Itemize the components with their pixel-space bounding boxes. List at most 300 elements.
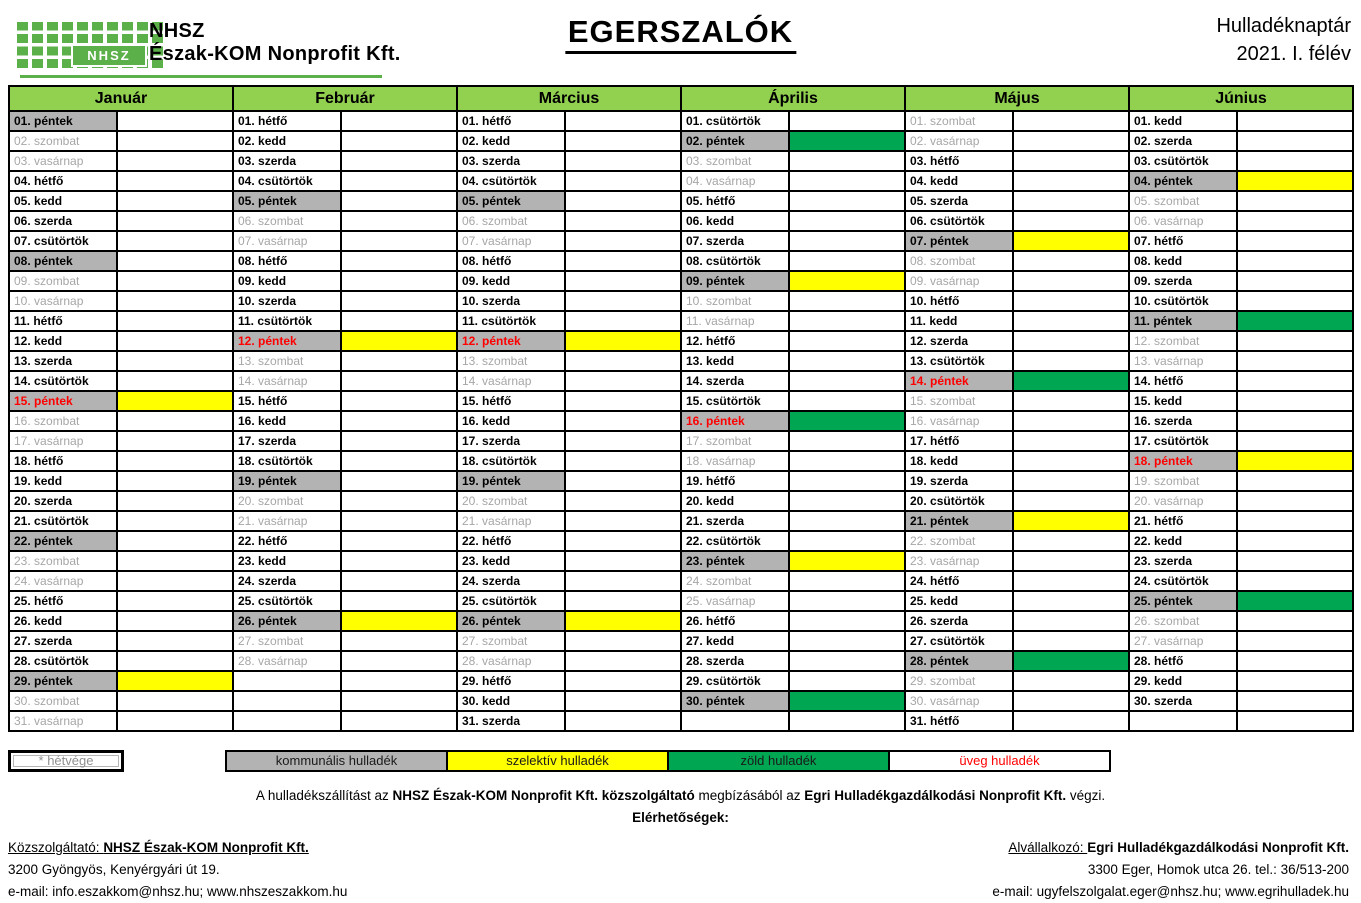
subcontractor-title (992, 837, 1349, 859)
day-label: 02. péntek (682, 132, 790, 150)
day-mark-cell (118, 192, 232, 210)
day-label: 19. péntek (234, 472, 342, 490)
day-label: 17. szombat (682, 432, 790, 450)
day-mark-cell (1238, 452, 1352, 470)
day-mark-cell (566, 372, 680, 390)
day-mark-cell (342, 532, 456, 550)
day-label: 27. szombat (458, 632, 566, 650)
day-label: 05. péntek (234, 192, 342, 210)
day-mark-cell (342, 332, 456, 350)
day-mark-cell (1238, 412, 1352, 430)
day-mark-cell (118, 592, 232, 610)
day-mark-cell (342, 352, 456, 370)
day-mark-cell (342, 592, 456, 610)
day-mark-cell (1238, 112, 1352, 130)
day-mark-cell (790, 652, 904, 670)
day-label: 04. csütörtök (234, 172, 342, 190)
day-mark-cell (566, 692, 680, 710)
day-label: 10. szerda (458, 292, 566, 310)
day-mark-cell (790, 432, 904, 450)
legend-item-selective: szelektív hulladék (446, 750, 669, 772)
day-label: 04. vasárnap (682, 172, 790, 190)
day-mark-cell (1238, 312, 1352, 330)
day-mark-cell (342, 632, 456, 650)
day-row (682, 172, 904, 192)
day-label: 03. szerda (234, 152, 342, 170)
day-label: 13. csütörtök (906, 352, 1014, 370)
day-row (906, 152, 1128, 172)
day-label: 13. szerda (10, 352, 118, 370)
day-label: 10. vasárnap (10, 292, 118, 310)
day-mark-cell (566, 612, 680, 630)
day-label: 12. péntek (234, 332, 342, 350)
day-mark-cell (1014, 432, 1128, 450)
day-row (234, 572, 456, 592)
day-label: 26. szerda (906, 612, 1014, 630)
day-mark-cell (1238, 152, 1352, 170)
day-mark-cell (1014, 632, 1128, 650)
day-row (1130, 552, 1352, 572)
day-mark-cell (118, 452, 232, 470)
day-mark-cell (790, 532, 904, 550)
day-label: 03. hétfő (906, 152, 1014, 170)
day-label: 03. vasárnap (10, 152, 118, 170)
day-mark-cell (1238, 352, 1352, 370)
day-mark-cell (566, 152, 680, 170)
day-row (234, 472, 456, 492)
day-label: 26. szombat (1130, 612, 1238, 630)
day-row (906, 652, 1128, 672)
day-row (1130, 192, 1352, 212)
day-label: 27. kedd (682, 632, 790, 650)
notice-seg1: A hulladékszállítást az (255, 788, 393, 803)
day-row (458, 592, 680, 612)
day-mark-cell (790, 312, 904, 330)
day-mark-cell (1014, 532, 1128, 550)
day-label: 12. hétfő (682, 332, 790, 350)
day-row (234, 592, 456, 612)
weekend-legend-box: * hétvége (8, 750, 124, 772)
calendar-grid (8, 85, 1354, 732)
day-row (234, 552, 456, 572)
day-mark-cell (1238, 332, 1352, 350)
day-mark-cell (790, 512, 904, 530)
day-label: 22. hétfő (458, 532, 566, 550)
day-row (1130, 512, 1352, 532)
day-mark-cell (1238, 512, 1352, 530)
day-mark-cell (118, 472, 232, 490)
day-label: 15. hétfő (234, 392, 342, 410)
day-mark-cell (790, 712, 904, 730)
day-row (682, 532, 904, 552)
day-row (458, 252, 680, 272)
day-row (682, 112, 904, 132)
day-mark-cell (790, 412, 904, 430)
page-title: EGERSZALÓK (565, 14, 796, 54)
day-label: 27. vasárnap (1130, 632, 1238, 650)
day-row (234, 412, 456, 432)
day-row (458, 352, 680, 372)
day-row (234, 252, 456, 272)
logo-line2: Észak-KOM Nonprofit Kft. (149, 43, 401, 65)
day-mark-cell (790, 552, 904, 570)
day-row (234, 212, 456, 232)
month-column (10, 87, 234, 732)
day-mark-cell (118, 412, 232, 430)
day-label: 13. szombat (458, 352, 566, 370)
day-label: 22. csütörtök (682, 532, 790, 550)
day-row (906, 172, 1128, 192)
day-mark-cell (342, 412, 456, 430)
day-row (10, 112, 232, 132)
day-label: 09. vasárnap (906, 272, 1014, 290)
day-row (10, 712, 232, 732)
day-row (1130, 272, 1352, 292)
day-label: 20. csütörtök (906, 492, 1014, 510)
day-label: 02. kedd (234, 132, 342, 150)
day-row (1130, 332, 1352, 352)
day-label: 18. péntek (1130, 452, 1238, 470)
day-label: 26. kedd (10, 612, 118, 630)
day-row (10, 552, 232, 572)
day-label: 04. kedd (906, 172, 1014, 190)
day-label: 28. hétfő (1130, 652, 1238, 670)
day-row (906, 212, 1128, 232)
notice-seg2: NHSZ Észak-KOM Nonprofit Kft. közszolgáltató (392, 788, 695, 803)
day-mark-cell (118, 272, 232, 290)
day-label: 09. szombat (10, 272, 118, 290)
month-column (458, 87, 682, 732)
day-label: 02. szombat (10, 132, 118, 150)
day-row (1130, 132, 1352, 152)
day-label: 18. kedd (906, 452, 1014, 470)
day-label: 08. csütörtök (682, 252, 790, 270)
day-row (906, 532, 1128, 552)
day-row (906, 712, 1128, 732)
day-label: 03. csütörtök (1130, 152, 1238, 170)
day-mark-cell (342, 212, 456, 230)
day-mark-cell (566, 552, 680, 570)
day-mark-cell (790, 332, 904, 350)
day-mark-cell (790, 192, 904, 210)
day-mark-cell (566, 252, 680, 270)
day-row (682, 392, 904, 412)
provider-label: Közszolgáltató: (8, 840, 104, 855)
day-row (458, 372, 680, 392)
day-mark-cell (1014, 592, 1128, 610)
legend-item-green-waste: zöld hulladék (667, 750, 890, 772)
day-row (1130, 592, 1352, 612)
day-label: 09. kedd (234, 272, 342, 290)
day-mark-cell (1014, 352, 1128, 370)
day-mark-cell (1014, 612, 1128, 630)
provider-name: NHSZ Észak-KOM Nonprofit Kft. (103, 840, 309, 855)
day-row (1130, 352, 1352, 372)
day-label: 08. szombat (906, 252, 1014, 270)
provider-title (8, 837, 347, 859)
notice-seg4: Egri Hulladékgazdálkodási Nonprofit Kft. (804, 788, 1067, 803)
day-label: 17. csütörtök (1130, 432, 1238, 450)
day-row (906, 492, 1128, 512)
day-row (682, 672, 904, 692)
day-row (1130, 472, 1352, 492)
day-mark-cell (342, 652, 456, 670)
day-row (906, 372, 1128, 392)
day-row (458, 672, 680, 692)
day-row (10, 332, 232, 352)
day-row (906, 572, 1128, 592)
day-mark-cell (1014, 572, 1128, 590)
day-row (10, 472, 232, 492)
day-row (1130, 252, 1352, 272)
day-mark-cell (342, 672, 456, 690)
day-label: 22. szombat (906, 532, 1014, 550)
day-label: 16. szerda (1130, 412, 1238, 430)
day-row (458, 392, 680, 412)
day-mark-cell (790, 452, 904, 470)
month-column (1130, 87, 1354, 732)
day-mark-cell (1238, 432, 1352, 450)
day-row (906, 592, 1128, 612)
day-row (458, 312, 680, 332)
day-mark-cell (1014, 132, 1128, 150)
day-mark-cell (566, 472, 680, 490)
day-row (906, 392, 1128, 412)
month-header: Április (682, 87, 904, 112)
day-row (1130, 692, 1352, 712)
day-label: 10. hétfő (906, 292, 1014, 310)
day-label: 06. csütörtök (906, 212, 1014, 230)
day-label: 14. vasárnap (458, 372, 566, 390)
day-label: 23. kedd (234, 552, 342, 570)
subcontractor-address: 3300 Eger, Homok utca 26. tel.: 36/513-200 (1087, 862, 1349, 877)
subtitle-line1: Hulladéknaptár (1216, 15, 1351, 37)
day-mark-cell (1238, 552, 1352, 570)
day-row (10, 612, 232, 632)
day-label: 29. péntek (10, 672, 118, 690)
day-row (458, 492, 680, 512)
day-mark-cell (566, 232, 680, 250)
day-mark-cell (118, 692, 232, 710)
day-label: 12. kedd (10, 332, 118, 350)
day-row (682, 292, 904, 312)
day-row (458, 692, 680, 712)
day-label: 26. péntek (234, 612, 342, 630)
day-row (682, 152, 904, 172)
day-label: 15. péntek (10, 392, 118, 410)
day-label: 08. hétfő (458, 252, 566, 270)
day-label: 20. kedd (682, 492, 790, 510)
day-row (458, 472, 680, 492)
day-row (10, 592, 232, 612)
day-label: 19. szerda (906, 472, 1014, 490)
day-mark-cell (566, 712, 680, 730)
day-label: 10. szombat (682, 292, 790, 310)
day-label: 18. csütörtök (458, 452, 566, 470)
day-row (1130, 672, 1352, 692)
day-mark-cell (1238, 532, 1352, 550)
day-row (234, 632, 456, 652)
day-mark-cell (342, 692, 456, 710)
day-row (1130, 312, 1352, 332)
day-row (10, 192, 232, 212)
day-mark-cell (1238, 572, 1352, 590)
day-label: 23. vasárnap (906, 552, 1014, 570)
day-label: 16. szombat (10, 412, 118, 430)
day-row (906, 232, 1128, 252)
day-row (458, 192, 680, 212)
day-label: 01. hétfő (458, 112, 566, 130)
day-row (1130, 412, 1352, 432)
day-row (10, 452, 232, 472)
day-mark-cell (118, 712, 232, 730)
day-label: 29. kedd (1130, 672, 1238, 690)
day-label: 02. vasárnap (906, 132, 1014, 150)
day-row (234, 272, 456, 292)
day-row (458, 292, 680, 312)
day-label: 14. csütörtök (10, 372, 118, 390)
day-label: 23. péntek (682, 552, 790, 570)
day-label: 28. péntek (906, 652, 1014, 670)
day-mark-cell (1014, 372, 1128, 390)
day-label: 25. hétfő (10, 592, 118, 610)
day-label: 28. vasárnap (458, 652, 566, 670)
day-row (682, 572, 904, 592)
day-mark-cell (790, 272, 904, 290)
day-label: 21. vasárnap (458, 512, 566, 530)
day-label: 03. szombat (682, 152, 790, 170)
day-mark-cell (342, 112, 456, 130)
notice-seg3: megbízásából az (694, 788, 805, 803)
day-mark-cell (342, 132, 456, 150)
provider-contact (8, 837, 347, 903)
day-row (682, 552, 904, 572)
day-row (682, 492, 904, 512)
day-mark-cell (1014, 452, 1128, 470)
day-mark-cell (566, 632, 680, 650)
day-mark-cell (118, 612, 232, 630)
day-mark-cell (1238, 472, 1352, 490)
day-mark-cell (1014, 292, 1128, 310)
day-row (906, 352, 1128, 372)
day-mark-cell (1238, 372, 1352, 390)
day-row (682, 372, 904, 392)
day-label: 29. csütörtök (682, 672, 790, 690)
day-row (10, 392, 232, 412)
day-row (682, 472, 904, 492)
day-label: 13. kedd (682, 352, 790, 370)
day-label: 03. szerda (458, 152, 566, 170)
day-mark-cell (566, 132, 680, 150)
day-mark-cell (1238, 212, 1352, 230)
day-label: 19. szombat (1130, 472, 1238, 490)
day-row (234, 532, 456, 552)
day-label: 30. kedd (458, 692, 566, 710)
day-row (234, 332, 456, 352)
day-label: 22. hétfő (234, 532, 342, 550)
day-row (1130, 432, 1352, 452)
day-mark-cell (1238, 712, 1352, 730)
day-row (682, 252, 904, 272)
day-mark-cell (566, 112, 680, 130)
day-mark-cell (1014, 392, 1128, 410)
day-row (458, 172, 680, 192)
day-label: 28. szerda (682, 652, 790, 670)
day-mark-cell (342, 432, 456, 450)
day-label: 06. szerda (10, 212, 118, 230)
day-row (1130, 392, 1352, 412)
day-mark-cell (1014, 712, 1128, 730)
day-row (10, 232, 232, 252)
day-mark-cell (342, 172, 456, 190)
day-mark-cell (1014, 252, 1128, 270)
day-row (234, 292, 456, 312)
day-mark-cell (566, 332, 680, 350)
day-label (234, 692, 342, 710)
day-row (458, 572, 680, 592)
day-mark-cell (118, 112, 232, 130)
day-row (10, 352, 232, 372)
day-row (458, 412, 680, 432)
day-label: 20. vasárnap (1130, 492, 1238, 510)
waste-type-legend (225, 750, 1111, 772)
day-row (906, 692, 1128, 712)
day-row (682, 512, 904, 532)
day-label: 21. hétfő (1130, 512, 1238, 530)
month-column (234, 87, 458, 732)
day-mark-cell (1014, 312, 1128, 330)
day-row (234, 152, 456, 172)
day-mark-cell (1014, 512, 1128, 530)
day-label: 04. hétfő (10, 172, 118, 190)
day-row (234, 492, 456, 512)
day-label: 04. csütörtök (458, 172, 566, 190)
day-label: 21. szerda (682, 512, 790, 530)
subcontractor-contact (992, 837, 1349, 903)
day-mark-cell (790, 252, 904, 270)
day-row (682, 192, 904, 212)
day-label (234, 712, 342, 730)
day-row (10, 512, 232, 532)
day-mark-cell (342, 232, 456, 250)
day-row (906, 452, 1128, 472)
day-row (1130, 572, 1352, 592)
provider-address: 3200 Gyöngyös, Kenyérgyári út 19. (8, 862, 220, 877)
day-mark-cell (118, 352, 232, 370)
day-row (234, 132, 456, 152)
day-mark-cell (342, 572, 456, 590)
day-label: 12. péntek (458, 332, 566, 350)
day-mark-cell (342, 492, 456, 510)
day-row (1130, 452, 1352, 472)
day-label: 01. péntek (10, 112, 118, 130)
day-mark-cell (342, 372, 456, 390)
day-mark-cell (566, 312, 680, 330)
day-mark-cell (790, 172, 904, 190)
day-mark-cell (790, 472, 904, 490)
day-row (10, 632, 232, 652)
day-label: 16. péntek (682, 412, 790, 430)
day-row (458, 332, 680, 352)
day-row (234, 352, 456, 372)
day-label: 18. hétfő (10, 452, 118, 470)
day-mark-cell (342, 312, 456, 330)
day-label: 26. hétfő (682, 612, 790, 630)
day-label: 05. szombat (1130, 192, 1238, 210)
day-mark-cell (1014, 172, 1128, 190)
day-label: 30. szombat (10, 692, 118, 710)
day-mark-cell (566, 532, 680, 550)
